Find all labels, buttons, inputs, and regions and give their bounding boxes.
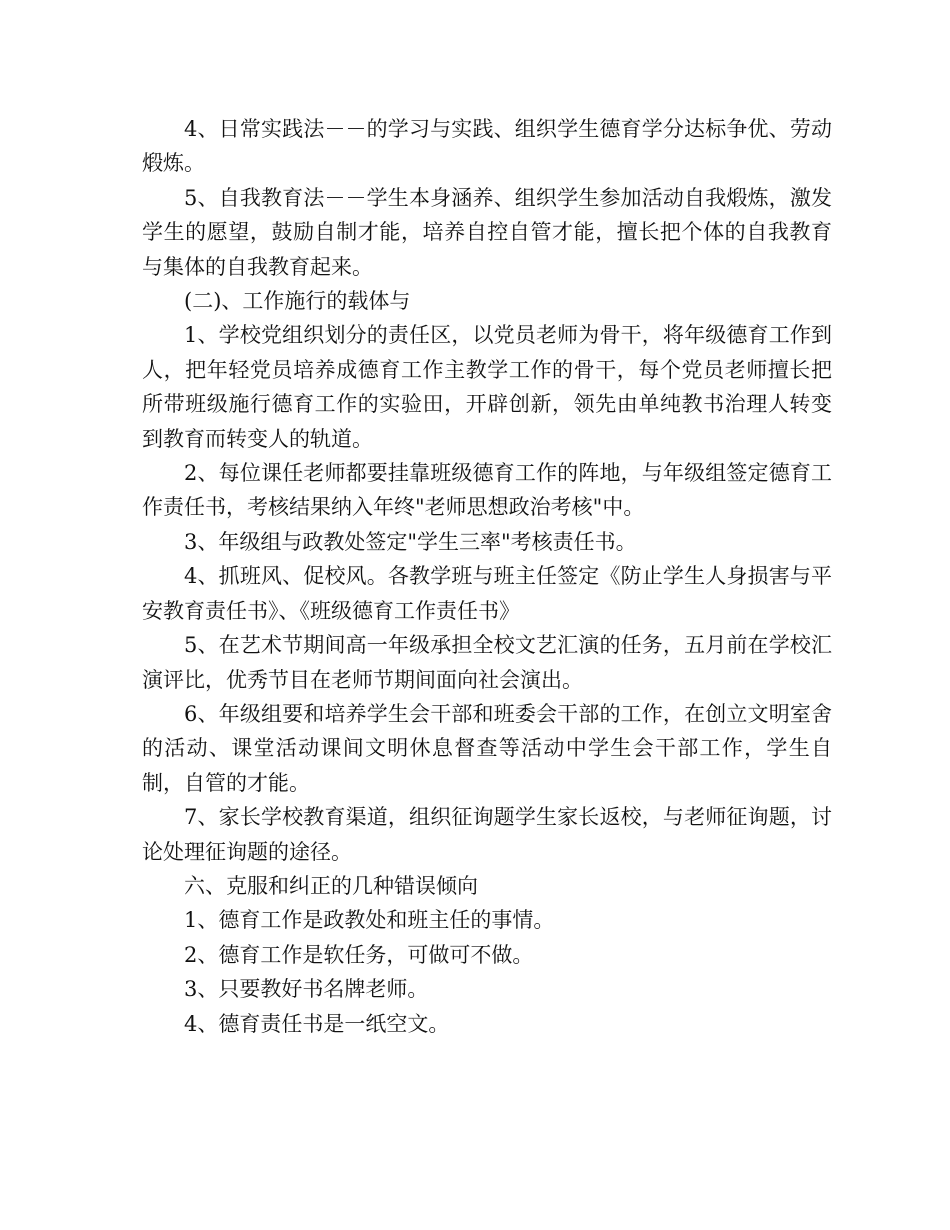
- section-heading-work-carrier: (二)、工作施行的载体与: [184, 289, 411, 314]
- paragraph-grade-group-agreement: 3、年级组与政教处签定"学生三率"考核责任书。: [184, 529, 637, 554]
- paragraph-class-style: 4、抓班风、促校风。各教学班与班主任签定《防止学生人身损害与平安教育责任书》、《班级德育工作责任书》: [142, 564, 832, 623]
- paragraph-practice-method: 4、日常实践法－－的学习与实践、组织学生德育学分达标争优、劳动煅炼。: [142, 117, 832, 176]
- list-item-error-4: 4、德育责任书是一纸空文。: [184, 1011, 450, 1036]
- list-item-error-3: 3、只要教好书名牌老师。: [184, 977, 429, 1002]
- paragraph-student-cadres: 6、年级组要和培养学生会干部和班委会干部的工作，在创立文明室舍的活动、课堂活动课间文明休息督查等活动中学生会干部工作，学生自制，自管的才能。: [142, 701, 832, 795]
- paragraph-parent-school: 7、家长学校教育渠道，组织征询题学生家长返校，与老师征询题，讨论处理征询题的途径。: [142, 805, 832, 864]
- paragraph-teacher-responsibility: 2、每位课任老师都要挂靠班级德育工作的阵地，与年级组签定德育工作责任书，考核结果纳入年终"老师思想政治考核"中。: [142, 461, 832, 520]
- paragraph-art-festival: 5、在艺术节期间高一年级承担全校文艺汇演的任务，五月前在学校汇演评比，优秀节目在老师节期间面向社会演出。: [142, 633, 832, 692]
- list-item-error-1: 1、德育工作是政教处和班主任的事情。: [184, 908, 555, 933]
- document-body: [142, 112, 832, 1041]
- list-item-error-2: 2、德育工作是软任务，可做可不做。: [184, 942, 534, 967]
- paragraph-party-responsibility: 1、学校党组织划分的责任区，以党员老师为骨干，将年级德育工作到人，把年轻党员培养成德育工作主教学工作的骨干，每个党员老师擅长把所带班级施行德育工作的实验田，开辟创新，领先由单纯教书治理人转变到教育而转变人的轨道。: [142, 323, 832, 451]
- paragraph-self-education-method: 5、自我教育法－－学生本身涵养、组织学生参加活动自我煅炼，激发学生的愿望，鼓励自制才能，培养自控自管才能，擅长把个体的自我教育与集体的自我教育起来。: [142, 185, 832, 279]
- section-heading-errors: 六、克服和纠正的几种错误倾向: [184, 873, 478, 898]
